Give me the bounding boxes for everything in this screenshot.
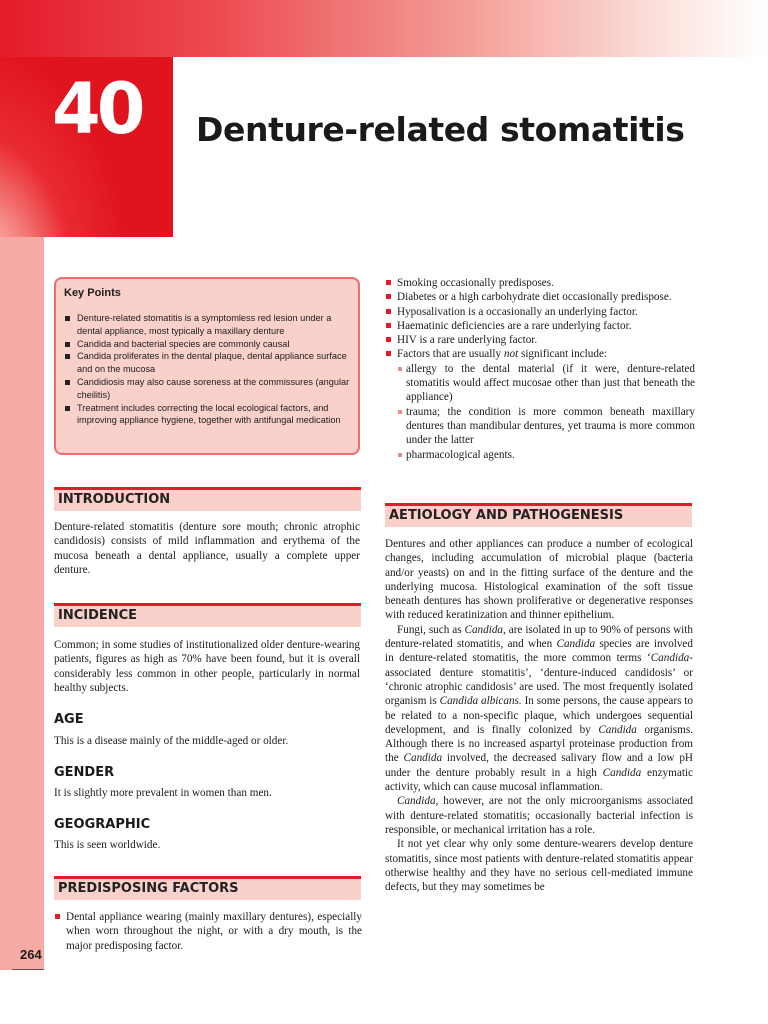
predisposing-factors-continued xyxy=(385,276,695,462)
sub-factor-item: allergy to the dental material (if it were, denture-related stomatitis would affect mucosae other than just that beneath the appliance) xyxy=(397,362,695,405)
factor-item: Hyposalivation is a occasionally an underlying factor. xyxy=(385,305,695,319)
organism-name: Candida albicans. xyxy=(439,695,522,708)
text-run: In some persons, the cause appears to be related to a non-specific plaque, which undergoes sequential development, and is finally colonized by xyxy=(385,695,693,736)
key-point-item: Candidiosis may also cause soreness at the commissures (angular cheilitis) xyxy=(64,376,350,402)
geographic-text: This is seen worldwide. xyxy=(54,839,161,851)
factor-item: HIV is a rare underlying factor. xyxy=(385,333,695,347)
header-gradient-band xyxy=(0,0,768,57)
left-margin-bar xyxy=(0,237,44,970)
text-run: enzymatic activity, which can cause mucosal inflammation. xyxy=(385,766,694,794)
organism-name: Candida xyxy=(650,652,690,665)
page-number: 264 xyxy=(20,947,42,962)
text-run: -associated denture stomatitis’, ‘denture-induced candidosis’ or ‘chronic atrophic candidosis’ are used. The most frequently isolated organism is xyxy=(385,652,693,708)
not-significant-sublist xyxy=(397,362,695,462)
key-point-item: Candida and bacterial species are commonly causal xyxy=(64,338,350,351)
factors-list xyxy=(385,276,695,462)
incidence-text: Common; in some studies of institutionalized older denture-wearing patients, figures as high as 70% have been found, but it is overall considerably less common in other people, particularly in normal healthy subjects. xyxy=(54,639,360,694)
key-point-item: Treatment includes correcting the local ecological factors, and improving appliance hygiene, together with antifungal medication xyxy=(64,402,350,428)
sub-factor-item: pharmacological agents. xyxy=(397,448,695,462)
introduction-heading: INTRODUCTION xyxy=(54,487,361,511)
key-points-box xyxy=(54,277,360,455)
chapter-title: Denture-related stomatitis xyxy=(196,110,685,149)
text-run: however, are not the only microorganisms associated with denture-related stomatitis; occasionally bacterial infection is responsible, or mechanical irritation has a role. xyxy=(385,795,693,836)
geographic-heading: GEOGRAPHIC xyxy=(54,817,151,832)
age-heading: AGE xyxy=(54,712,84,727)
key-points-title: Key Points xyxy=(64,287,121,299)
key-point-item: Denture-related stomatitis is a symptomless red lesion under a dental appliance, most typically a maxillary denture xyxy=(64,312,350,338)
not-significant-prefix: Factors that are usually xyxy=(397,348,504,361)
text-run: , are isolated in up to 90% of persons with denture-related stomatitis, and when xyxy=(385,623,693,651)
incidence-heading: INCIDENCE xyxy=(54,603,361,627)
organism-name: Candida xyxy=(556,638,596,651)
text-run: Fungi, such as xyxy=(397,623,465,636)
aetiology-paragraph-2 xyxy=(385,623,693,795)
predisposing-factor-item: Dental appliance wearing (mainly maxillary dentures), especially when worn throughout the night, or with a dry mouth, is the major predisposing factor. xyxy=(54,910,362,953)
aetiology-paragraph-4: It not yet clear why only some denture-wearers develop denture stomatitis, since most patients with denture-related stomatitis appear otherwise healthy and they have no serious cell-mediated immune defects, but they may sometimes be xyxy=(385,838,693,894)
aetiology-paragraph-1: Dentures and other appliances can produce a number of ecological changes, including accumulation of microbial plaque (bacteria and/or yeasts) on and in the fitting surface of the denture and the underlying mucosa. Histological examination of the soft tissue beneath dentures has shown proliferative or degenerative responses with reduced keratinization and thinner epithelium. xyxy=(385,538,693,622)
organism-name: Candida xyxy=(464,623,504,636)
organism-name: Candida xyxy=(602,766,642,779)
aetiology-body xyxy=(385,537,693,894)
key-points-list xyxy=(64,312,350,427)
factor-item-not-significant xyxy=(385,347,695,461)
factor-item: Haematinic deficiencies are a rare underlying factor. xyxy=(385,319,695,333)
not-significant-emphasis: not xyxy=(503,348,519,361)
introduction-text: Denture-related stomatitis (denture sore mouth; chronic atrophic candidosis) consists of mild inflammation and erythema of the mucosa beneath a dental appliance, usually a complete upper denture. xyxy=(54,521,360,576)
text-run: species are involved in denture-related stomatitis, the more common terms ‘ xyxy=(385,638,693,665)
not-significant-suffix: significant include: xyxy=(518,348,608,361)
predisposing-factors-heading: PREDISPOSING FACTORS xyxy=(54,876,361,900)
organism-name: Candida, xyxy=(397,795,439,808)
predisposing-factors-list xyxy=(54,910,362,953)
page-number-rule xyxy=(12,969,44,970)
aetiology-paragraph-3 xyxy=(385,794,693,837)
age-text: This is a disease mainly of the middle-aged or older. xyxy=(54,735,289,747)
chapter-number: 40 xyxy=(52,68,142,150)
gender-text: It is slightly more prevalent in women than men. xyxy=(54,787,272,799)
factor-item: Diabetes or a high carbohydrate diet occasionally predispose. xyxy=(385,290,695,304)
organism-name: Candida xyxy=(598,723,637,736)
gender-heading: GENDER xyxy=(54,765,115,780)
factor-item: Smoking occasionally predisposes. xyxy=(385,276,695,290)
key-point-item: Candida proliferates in the dental plaque, dental appliance surface and on the mucosa xyxy=(64,350,350,376)
text-run: involved, the decreased salivary flow and a low pH under the denture probably result in a high xyxy=(385,752,693,779)
organism-name: Candida xyxy=(403,752,443,765)
aetiology-heading: AETIOLOGY AND PATHOGENESIS xyxy=(385,503,692,527)
sub-factor-item: trauma; the condition is more common beneath maxillary dentures than mandibular dentures, yet trauma is more common under the latter xyxy=(397,405,695,448)
text-run: organisms. Although there is no increased aspartyl proteinase production from the xyxy=(385,723,693,765)
